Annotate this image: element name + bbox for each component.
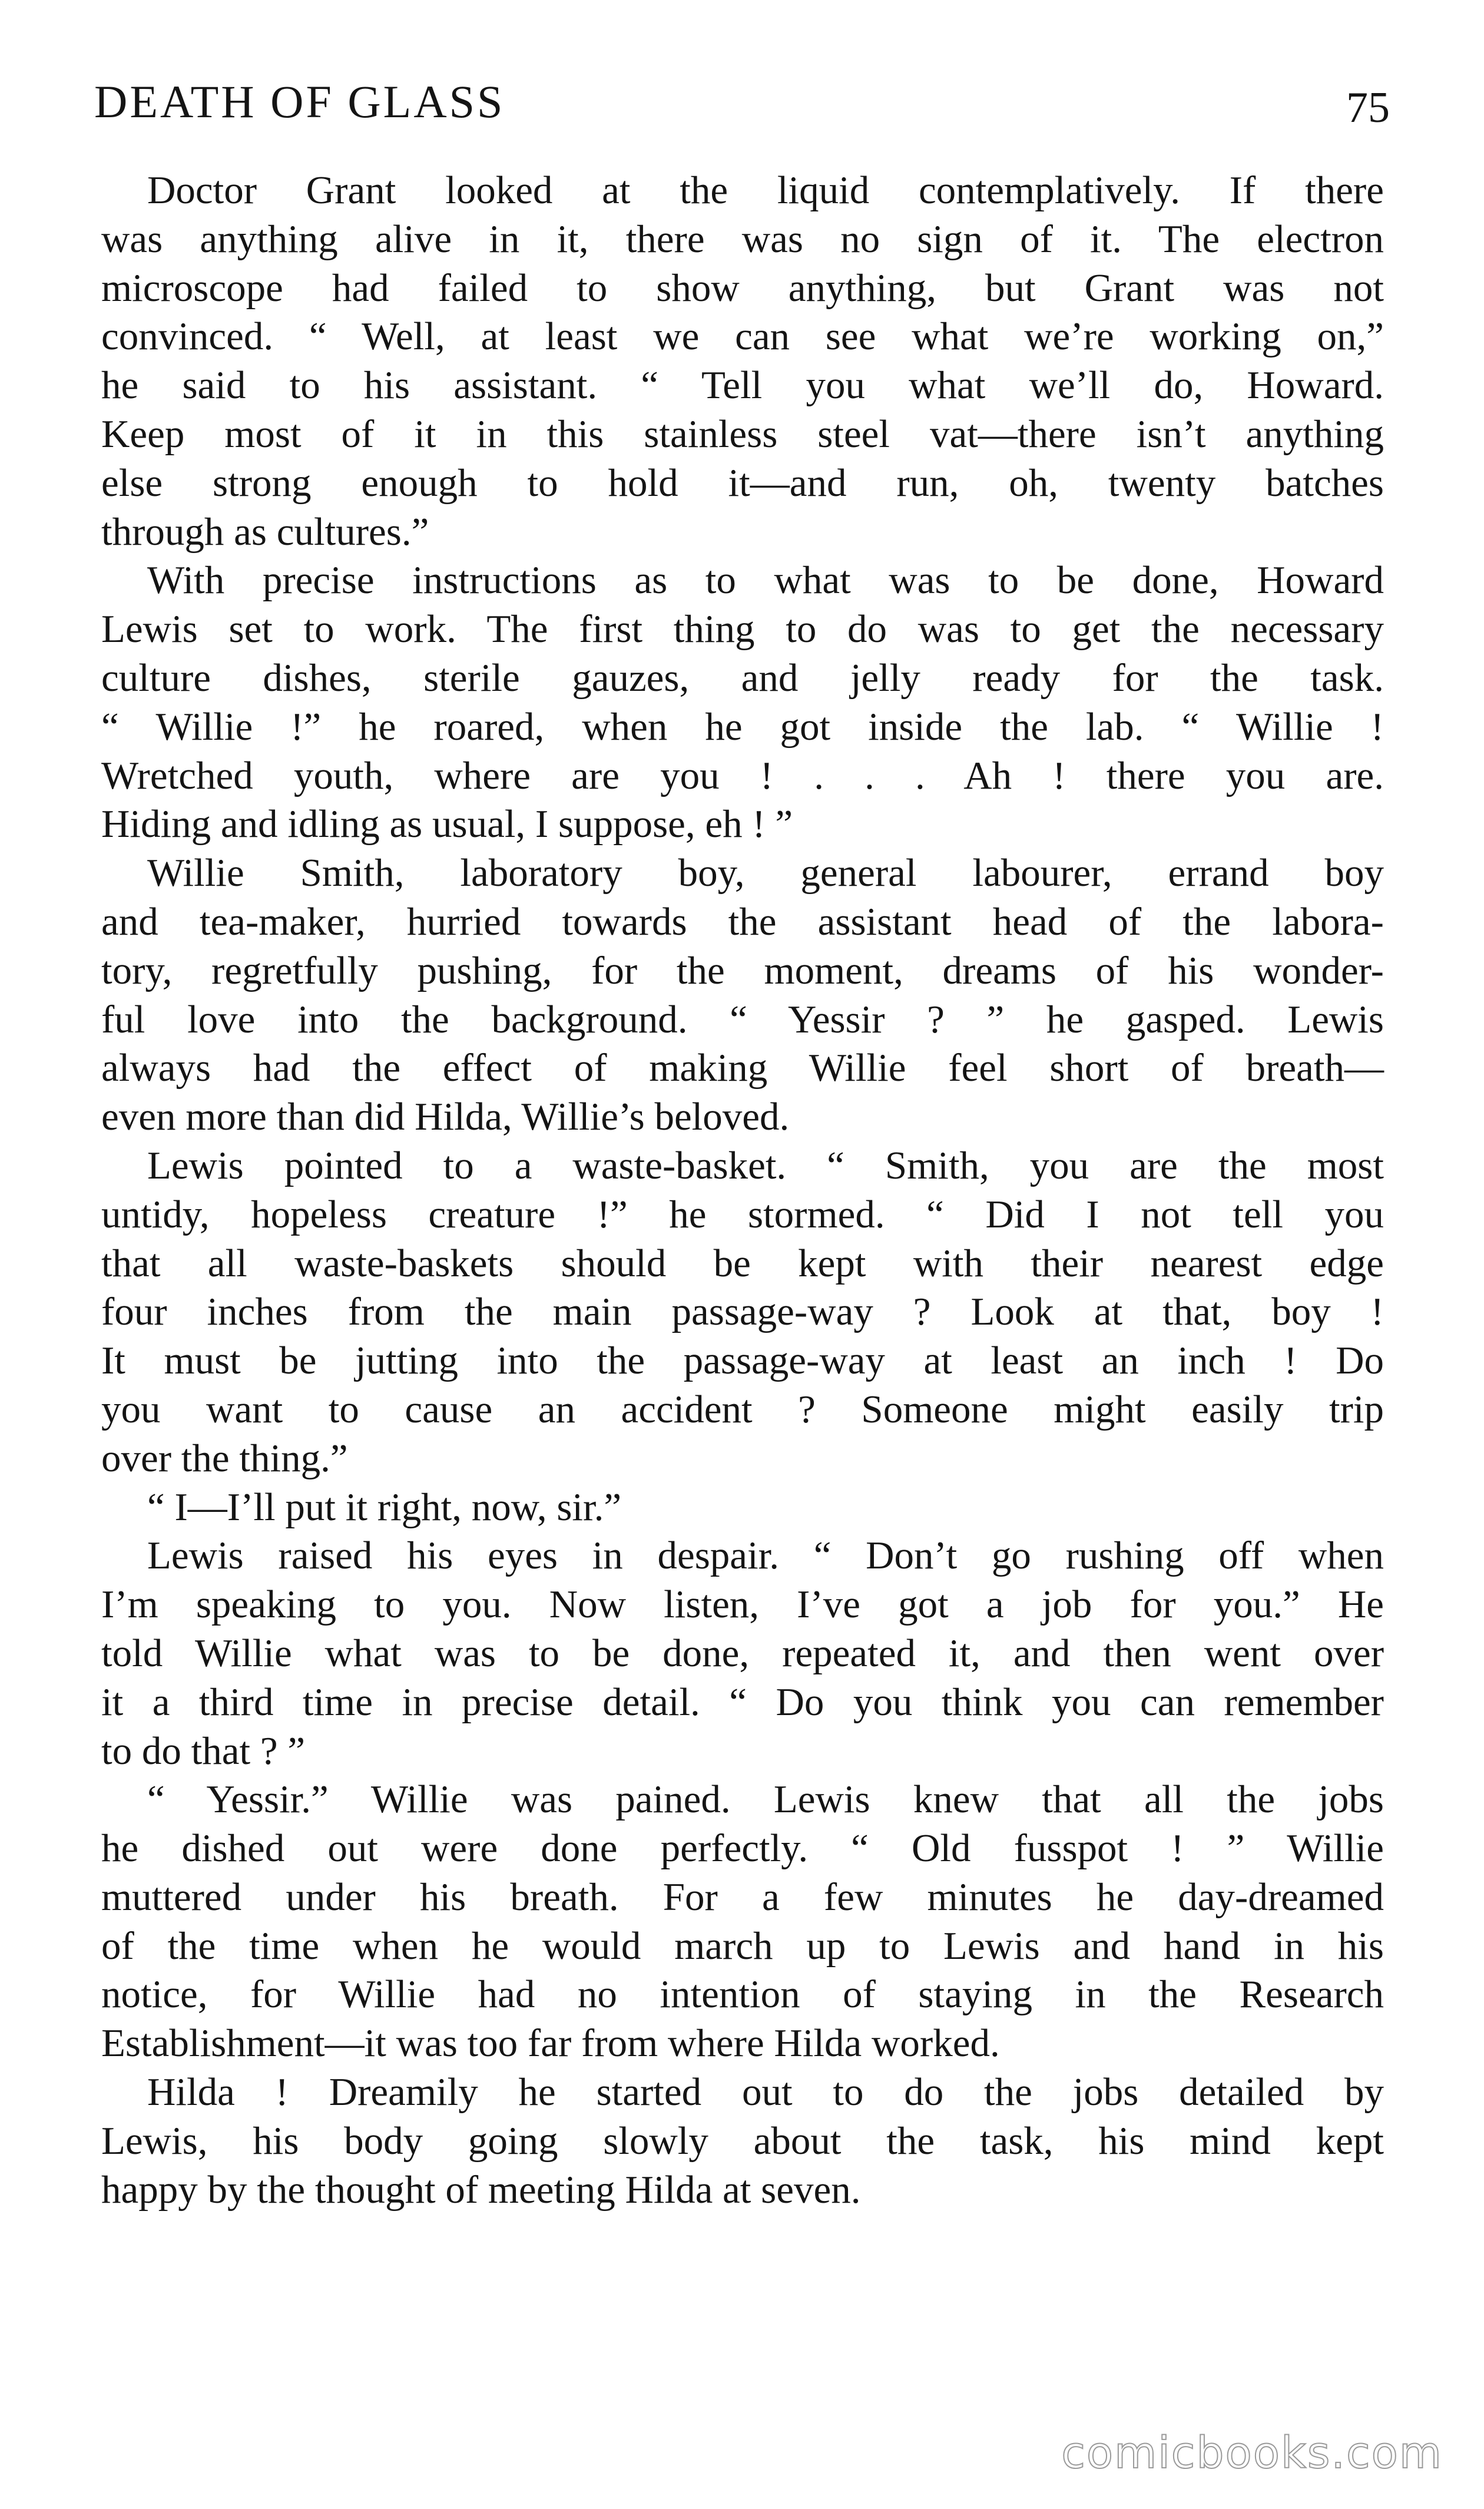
paragraph <box>101 1141 1384 1483</box>
paragraph <box>101 2068 1384 2214</box>
page-number: 75 <box>1346 84 1390 132</box>
text-line: through as cultures.” <box>101 509 429 554</box>
text-line: four inches from the main passage-way ? Look at that, boy ! <box>101 1290 1384 1334</box>
text-line: It must be jutting into the passage-way at least an inch ! Do <box>101 1339 1384 1383</box>
text-line: of the time when he would march up to Lewis and hand in his <box>101 1924 1384 1968</box>
text-line: Doctor Grant looked at the liquid contemplatively. If there <box>147 168 1384 212</box>
text-line: tory, regretfully pushing, for the moment, dreams of his wonder- <box>101 948 1384 992</box>
text-line: Lewis, his body going slowly about the task, his mind kept <box>101 2119 1384 2163</box>
running-head <box>94 69 1390 134</box>
text-line: he said to his assistant. “ Tell you what we’ll do, Howard. <box>101 363 1384 408</box>
text-line: untidy, hopeless creature !” he stormed. “ Did I not tell you <box>101 1192 1384 1236</box>
text-line: microscope had failed to show anything, but Grant was not <box>101 266 1384 310</box>
text-line: notice, for Willie had no intention of staying in the Research <box>101 1972 1384 2017</box>
paragraph <box>101 1775 1384 2068</box>
text-line: I’m speaking to you. Now listen, I’ve got a job for you.” He <box>101 1583 1384 1627</box>
text-line: over the thing.” <box>101 1436 348 1480</box>
text-line: to do that ? ” <box>101 1729 306 1773</box>
text-line: Willie Smith, laboratory boy, general labourer, errand boy <box>147 851 1384 895</box>
body-text <box>101 166 1384 2214</box>
text-line: Hilda ! Dreamily he started out to do the jobs detailed by <box>147 2070 1384 2114</box>
text-line: you want to cause an accident ? Someone might easily trip <box>101 1387 1384 1431</box>
text-line: “ Willie !” he roared, when he got inside the lab. “ Willie ! <box>101 704 1384 749</box>
text-line: ful love into the background. “ Yessir ? ” he gasped. Lewis <box>101 997 1384 1041</box>
text-line: Keep most of it in this stainless steel vat—there isn’t anything <box>101 412 1384 456</box>
text-line: Lewis set to work. The first thing to do was to get the necessary <box>101 607 1384 651</box>
text-line: culture dishes, sterile gauzes, and jelly ready for the task. <box>101 656 1384 700</box>
text-line: even more than did Hilda, Willie’s beloved. <box>101 1095 790 1139</box>
text-line: muttered under his breath. For a few minutes he day-dreamed <box>101 1875 1384 1919</box>
paragraph <box>101 166 1384 556</box>
chapter-title: DEATH OF GLASS <box>94 76 505 127</box>
watermark-logo: comicbooks.com <box>1061 2428 1443 2478</box>
text-line: convinced. “ Well, at least we can see what we’re working on,” <box>101 315 1384 359</box>
text-line: happy by the thought of meeting Hilda at seven. <box>101 2167 861 2212</box>
paragraph <box>101 1483 1384 1532</box>
text-line: Hiding and idling as usual, I suppose, eh ! ” <box>101 802 793 846</box>
text-line: else strong enough to hold it—and run, oh, twenty batches <box>101 461 1384 505</box>
text-line: Lewis raised his eyes in despair. “ Don’t go rushing off when <box>147 1534 1384 1578</box>
text-line: Establishment—it was too far from where Hilda worked. <box>101 2021 1000 2066</box>
text-line: it a third time in precise detail. “ Do you think you can remember <box>101 1680 1384 1724</box>
text-line: Lewis pointed to a waste-basket. “ Smith, you are the most <box>147 1143 1384 1187</box>
paragraph <box>101 556 1384 849</box>
text-line: Wretched youth, where are you ! . . . Ah ! there you are. <box>101 753 1384 797</box>
text-line: With precise instructions as to what was to be done, Howard <box>147 558 1384 603</box>
paragraph <box>101 849 1384 1141</box>
text-line: that all waste-baskets should be kept with their nearest edge <box>101 1241 1384 1285</box>
text-line: “ Yessir.” Willie was pained. Lewis knew that all the jobs <box>147 1778 1384 1822</box>
text-line: “ I—I’ll put it right, now, sir.” <box>147 1485 622 1529</box>
text-line: told Willie what was to be done, repeated it, and then went over <box>101 1631 1384 1675</box>
text-line: and tea-maker, hurried towards the assistant head of the labora- <box>101 899 1384 944</box>
text-line: he dished out were done perfectly. “ Old fusspot ! ” Willie <box>101 1826 1384 1871</box>
paragraph <box>101 1531 1384 1775</box>
text-line: always had the effect of making Willie feel short of breath— <box>101 1046 1384 1090</box>
text-line: was anything alive in it, there was no sign of it. The electron <box>101 217 1384 261</box>
